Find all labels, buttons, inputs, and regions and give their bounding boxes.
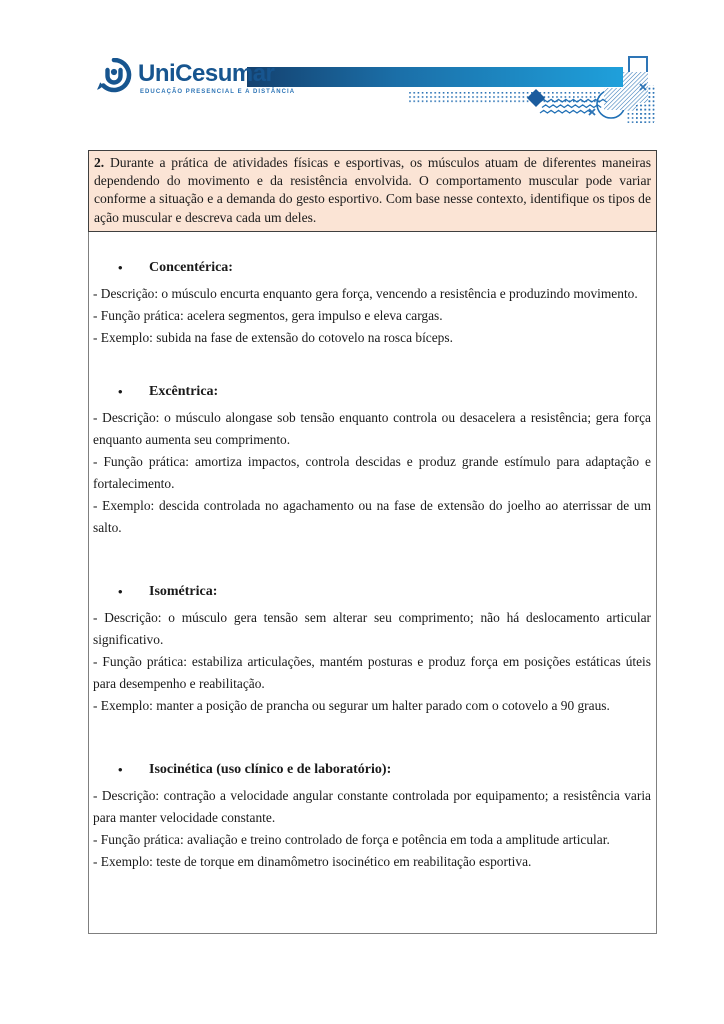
section-function: - Função prática: avaliação e treino controlado de força e potência em toda a amplitude articular. (93, 831, 610, 847)
section-isometrica (93, 581, 651, 717)
unicesumar-logo-icon (94, 58, 134, 100)
section-example: - Exemplo: teste de torque em dinamômetro isocinético em reabilitação esportiva. (93, 853, 532, 869)
question-answer-table (88, 150, 657, 934)
bullet-icon: • (118, 383, 123, 399)
section-function: - Função prática: amortiza impactos, controla descidas e produz grande estímulo para adaptação e fortalecimento. (93, 453, 651, 491)
dot-pattern-bottom (634, 105, 647, 123)
question-text: Durante a prática de atividades físicas e esportivas, os músculos atuam de diferentes maneiras dependendo do movimento e da resistência envolvida. O comportamento muscular pode variar conforme a situação e a demanda do gesto esportivo. Com base nesse contexto, identifique os tipos de ação muscular e descreva cada um deles. (94, 155, 651, 225)
bullet-icon: • (118, 761, 123, 777)
section-title: Concentérica: (149, 259, 233, 275)
logo-wordmark: UniCesumar (138, 60, 275, 87)
bullet-icon: • (118, 583, 123, 599)
header-gradient-bar (247, 67, 623, 87)
question-number: 2. (94, 155, 105, 170)
section-heading (93, 581, 651, 603)
section-example: - Exemplo: descida controlada no agachamento ou na fase de extensão do joelho ao aterrissar de um salto. (93, 497, 651, 535)
section-example: - Exemplo: manter a posição de prancha ou segurar um halter parado com o cotovelo a 90 graus. (93, 697, 610, 713)
section-function: - Função prática: acelera segmentos, gera impulso e eleva cargas. (93, 307, 443, 323)
section-function: - Função prática: estabiliza articulações, mantém posturas e produz força em posições estáticas úteis para desempenho e reabilitação. (93, 653, 651, 691)
bullet-icon: • (118, 259, 123, 275)
hatched-square-small (604, 88, 637, 110)
section-title: Isométrica: (149, 583, 218, 599)
section-excentrica (93, 381, 651, 539)
answer-box (88, 232, 657, 934)
section-isocinetica (93, 759, 651, 873)
section-description: - Descrição: contração a velocidade angular constante controlada por equipamento; a resistência varia para manter velocidade constante. (93, 787, 651, 825)
document-header (0, 0, 724, 145)
section-description: - Descrição: o músculo gera tensão sem alterar seu comprimento; não há deslocamento articular significativo. (93, 609, 651, 647)
section-description: - Descrição: o músculo encurta enquanto gera força, vencendo a resistência e produzindo movimento. (93, 285, 638, 301)
section-title: Excêntrica: (149, 383, 219, 399)
section-title: Isocinética (uso clínico e de laboratório): (149, 761, 392, 777)
section-heading (93, 257, 651, 279)
logo-tagline: EDUCAÇÃO PRESENCIAL E A DISTÂNCIA (140, 89, 296, 95)
dot-pattern-right (648, 86, 656, 122)
section-concentrica (93, 257, 651, 349)
question-box (88, 150, 657, 232)
section-example: - Exemplo: subida na fase de extensão do cotovelo na rosca bíceps. (93, 329, 453, 345)
unicesumar-logo (94, 58, 295, 100)
section-heading (93, 759, 651, 781)
section-description: - Descrição: o músculo alongase sob tensão enquanto controla ou desacelera a resistência; gera força enquanto aumenta seu comprimento. (93, 409, 651, 447)
section-heading (93, 381, 651, 403)
